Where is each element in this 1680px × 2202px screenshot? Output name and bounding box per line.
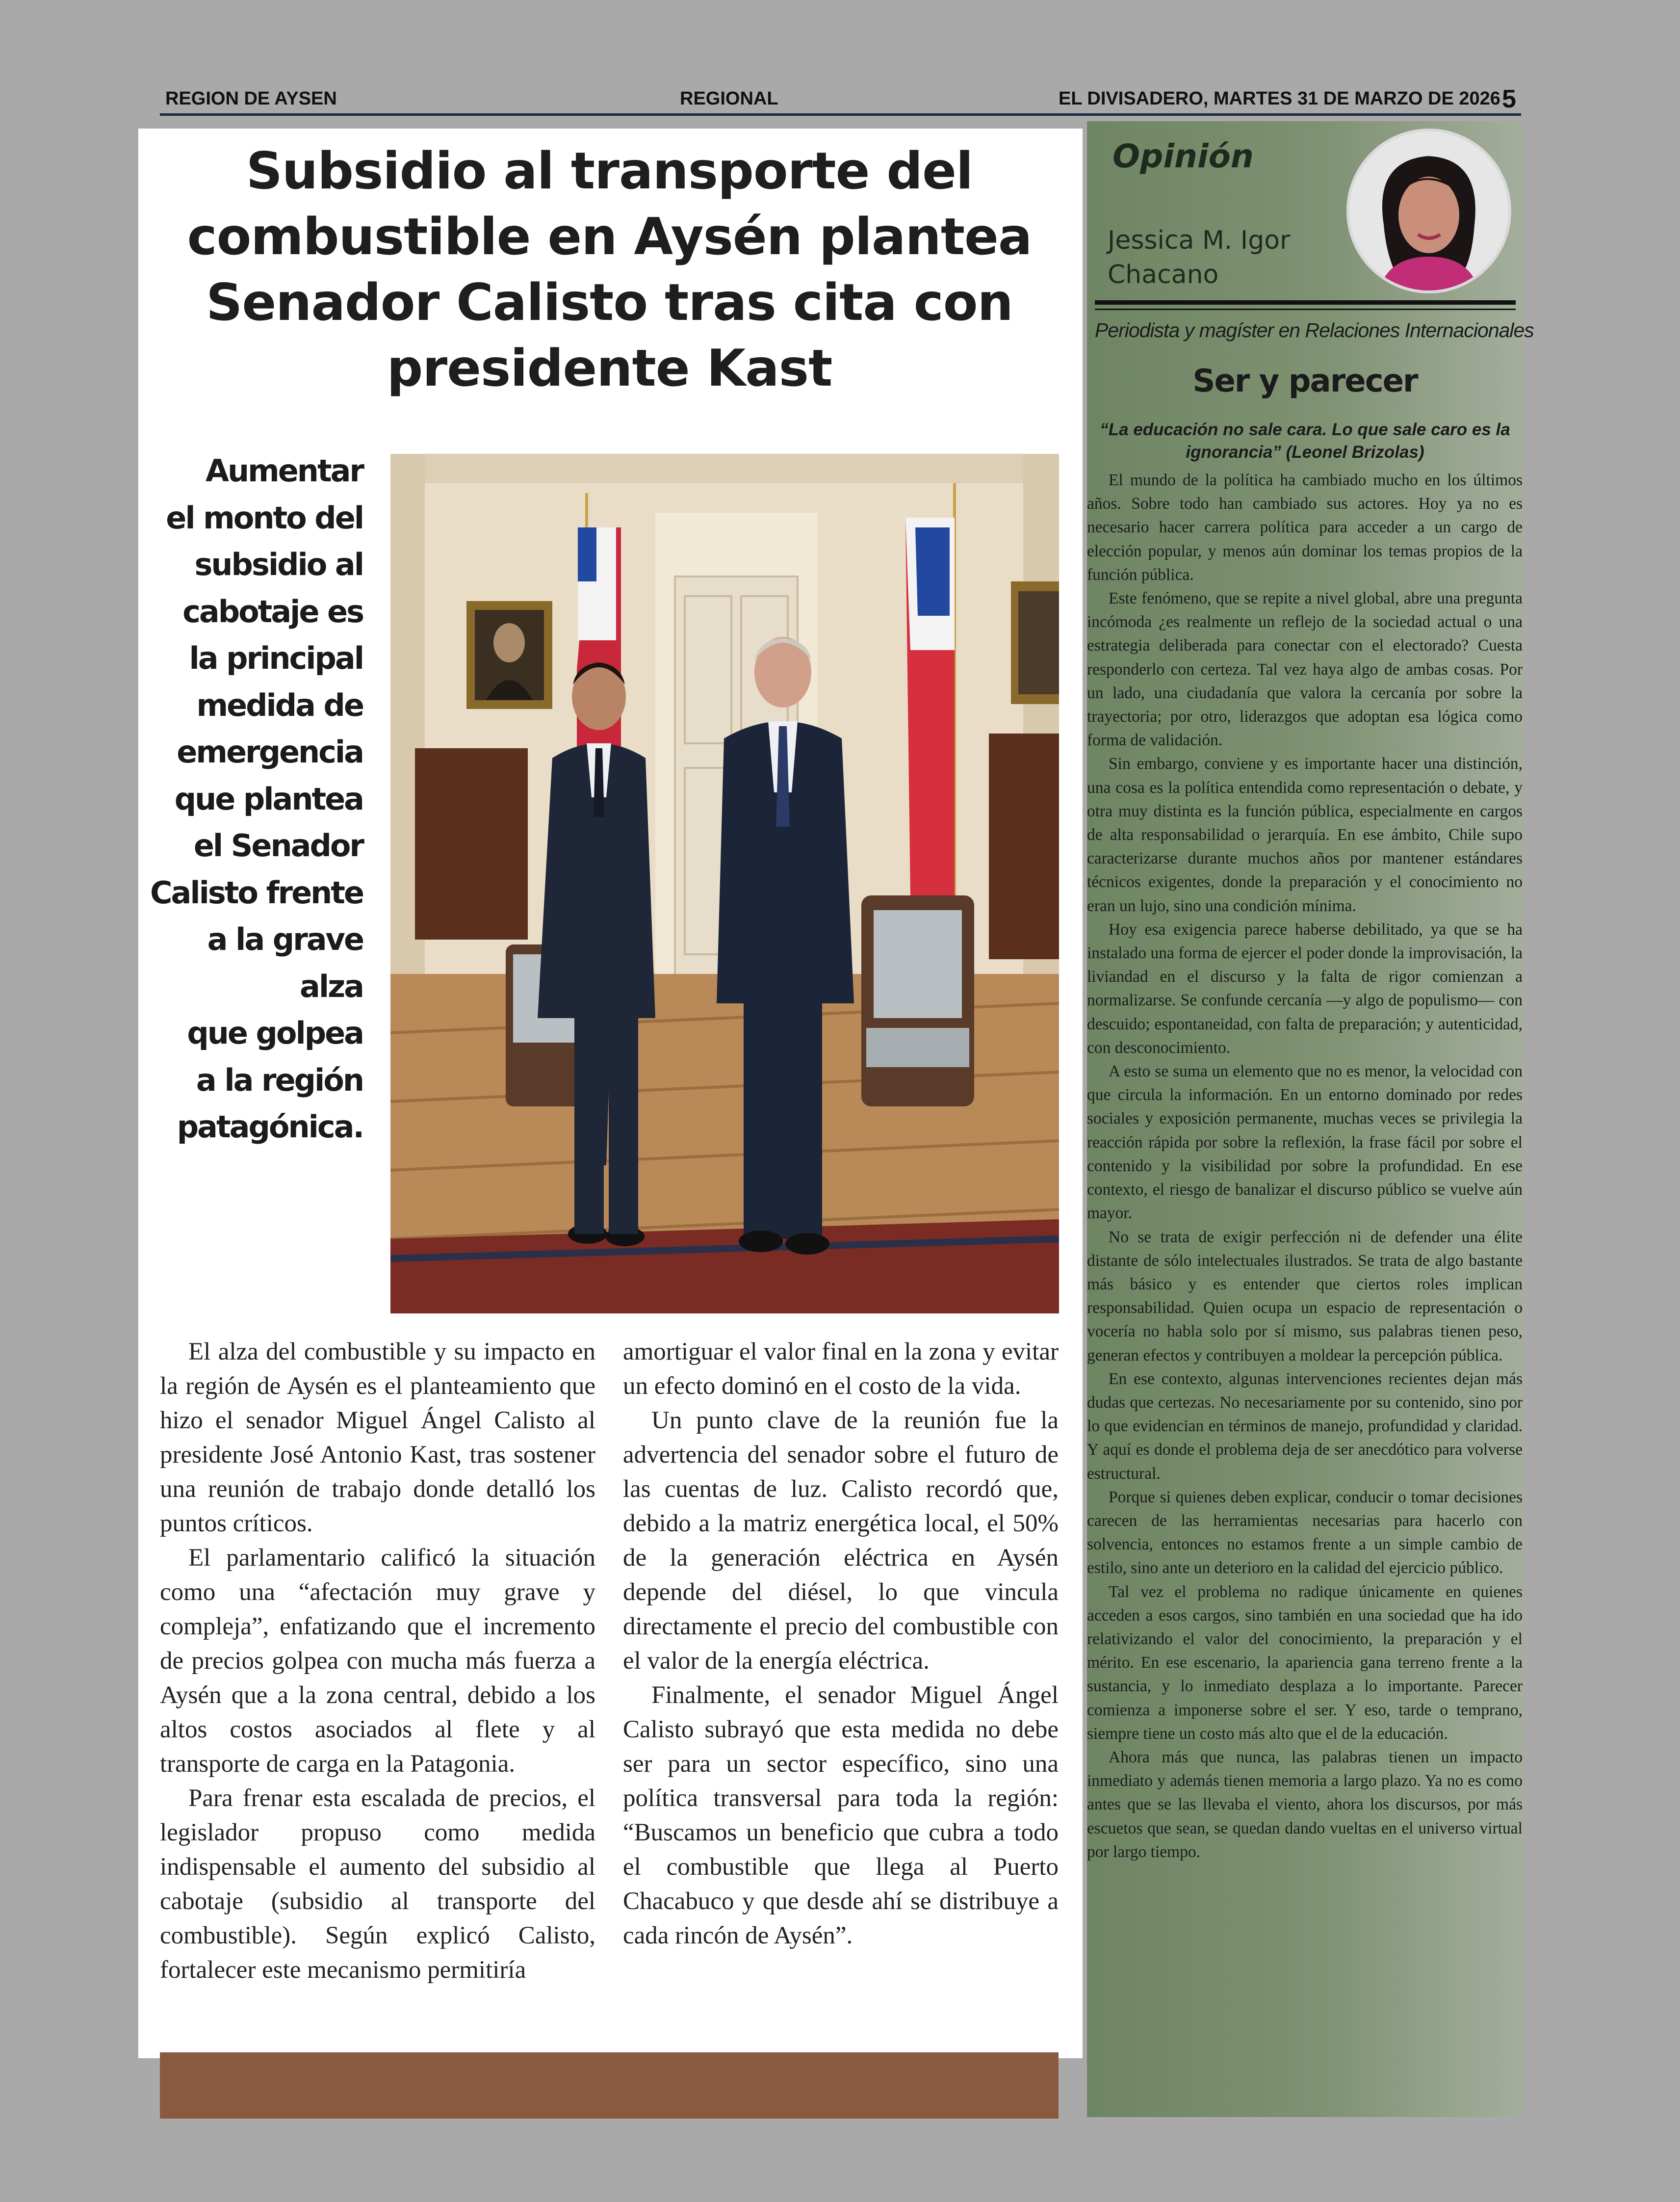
opinion-paragraph: Hoy esa exigencia parece haberse debilitado, ya que se ha instalado una forma de ejercer el poder donde la improvisación, la liviandad en el discurso y la falta de rigor comienzan a normalizarse. Se confunde cercanía —y algo de populismo— con descuido; espontaneidad, con falta de preparación; y autenticidad, con desconocimiento. xyxy=(1087,920,1523,1057)
opinion-body xyxy=(1087,469,1523,1864)
opinion-rule xyxy=(1095,309,1516,310)
deck-line: subsidio al xyxy=(194,547,363,582)
opinion-paragraph: No se trata de exigir perfección ni de defender una élite distante de sólo intelectuales ilustrados. Se trata de algo bastante más básico y es entender que ciertos roles implican responsabilidad. Quien ocupa un espacio de representación o vocería no habla solo por sí mismo, sus palabras tienen peso, generan efectos y contribuyen a moldear la percepción pública. xyxy=(1087,1228,1523,1364)
article-headline xyxy=(177,138,1042,401)
opinion-epigraph: “La educación no sale cara. Lo que sale caro es la ignorancia” (Leonel Brizolas) xyxy=(1100,420,1510,462)
opinion-author xyxy=(1108,223,1290,292)
deck-line: que golpea xyxy=(187,1015,363,1051)
page-number: 5 xyxy=(1502,85,1516,113)
deck-line: el monto del xyxy=(166,499,363,536)
article-column-1 xyxy=(160,1335,595,1987)
deck-line: el Senador xyxy=(193,828,363,864)
header-dateline: EL DIVISADERO, MARTES 31 DE MARZO DE 2026 xyxy=(1059,88,1500,109)
deck-line: medida de xyxy=(196,687,363,723)
header-section: REGIONAL xyxy=(680,88,778,109)
deck-line: emergencia xyxy=(177,734,363,770)
headline-line: combustible en Aysén plantea xyxy=(187,208,1032,266)
deck-line: que plantea xyxy=(174,781,363,817)
opinion-paragraph: Sin embargo, conviene y es importante hacer una distinción, una cosa es la política entendida como representación o debate, y otra muy distinta es la función pública, especialmente en cargos de alta responsabilidad o jerarquía. En ese ámbito, Chile supo caracterizarse durante muchos años por mantener estándares técnicos exigentes, donde la preparación y el conocimiento no eran un lujo, sino una condición mínima. xyxy=(1087,755,1523,915)
header-rule xyxy=(160,113,1521,116)
deck-line: la principal xyxy=(189,640,363,676)
deck-line: Calisto frente xyxy=(150,874,363,911)
opinion-paragraph: Este fenómeno, que se repite a nivel global, abre una pregunta incómoda ¿es realmente un reflejo de la sociedad actual o una estrategia deliberada para conectar con el electorado? Cuesta responderlo con certeza. Tal vez haya algo de ambas cosas. Por un lado, una ciudadanía que valora la cercanía por sobre la trayectoria; por otro, liderazgos que adoptan esa lógica como forma de validación. xyxy=(1087,589,1523,750)
article-paragraph: El parlamentario calificó la situación como una “afectación muy grave y compleja”, enfatizando que el incremento de precios golpea con mucha más fuerza a Aysén que a la zona central, debido a los altos costos asociados al flete y al transporte de carga en la Patagonia. xyxy=(160,1544,595,1778)
headline-line: Subsidio al transporte del xyxy=(246,142,973,201)
article-paragraph: Para frenar esta escalada de precios, el legislador propuso como medida indispensable el aumento del subsidio al cabotaje (subsidio al transporte del combustible). Según explicó Calisto, fortalecer este mecanismo permitiría xyxy=(160,1784,595,1984)
opinion-paragraph: Ahora más que nunca, las palabras tienen un impacto inmediato y además tienen memoria a largo plazo. Ya no es como antes que se las llevaba el viento, ahora los discursos, por más escuetos que sean, se quedan dando vueltas en el universo virtual por largo tiempo. xyxy=(1087,1748,1523,1861)
headline-line: presidente Kast xyxy=(387,339,832,398)
opinion-paragraph: En ese contexto, algunas intervenciones recientes dejan más dudas que certezas. No necesariamente por su contenido, sino por lo que evidencian en términos de manejo, profundidad y claridad. Y aquí es donde el problema deja de ser anecdótico para volverse estructural. xyxy=(1087,1369,1523,1483)
deck-line: patagónica. xyxy=(177,1109,363,1145)
header-region: REGION DE AYSEN xyxy=(165,88,337,109)
opinion-title: Ser y parecer xyxy=(1192,363,1418,399)
article-column-2 xyxy=(623,1335,1059,1953)
article-paragraph: El alza del combustible y su impacto en la región de Aysén es el planteamiento que hizo el senador Miguel Ángel Calisto al presidente José Antonio Kast, tras sostener una reunión de trabajo donde detalló los puntos críticos. xyxy=(160,1338,595,1537)
deck-line: a la grave alza xyxy=(207,921,363,1004)
author-name-line: Jessica M. Igor xyxy=(1108,226,1291,255)
article-photo xyxy=(390,454,1059,1313)
deck-line: a la región xyxy=(196,1062,363,1098)
deck-line: cabotaje es xyxy=(182,593,363,629)
headline-line: Senador Calisto tras cita con xyxy=(206,273,1013,332)
article-deck xyxy=(147,447,363,1151)
article-paragraph: Finalmente, el senador Miguel Ángel Calisto subrayó que esta medida no debe ser para un sector específico, sino una política transversal para toda la región: “Buscamos un beneficio que cubra a todo el combustible que llega al Puerto Chacabuco y que desde ahí se distribuye a cada rincón de Aysén”. xyxy=(623,1681,1059,1949)
opinion-rule xyxy=(1095,300,1516,305)
deck-line: Aumentar xyxy=(206,453,363,489)
opinion-paragraph: A esto se suma un elemento que no es menor, la velocidad con que circula la información. En un entorno dominado por redes sociales y exposición permanente, muchas veces se privilegia la reacción rápida por sobre la reflexión, la frase fácil por sobre el contenido y la visibilidad por sobre la profundidad. En ese contexto, el riesgo de banalizar el discurso público se vuelve aún mayor. xyxy=(1087,1062,1523,1223)
opinion-paragraph: Porque si quienes deben explicar, conducir o tomar decisiones carecen de las herramientas necesarias para hacerlo con solvencia, entonces no estamos frente a un simple cambio de estilo, sino ante un deterioro en la calidad del ejercicio público. xyxy=(1087,1488,1523,1577)
author-role: Periodista y magíster en Relaciones Internacionales xyxy=(1095,319,1534,341)
article-paragraph: Un punto clave de la reunión fue la advertencia del senador sobre el futuro de las cuentas de luz. Calisto recordó que, debido a la matriz energética local, el 50% de la generación eléctrica en Aysén depende del diésel, lo que vincula directamente el precio del combustible con el valor de la energía eléctrica. xyxy=(623,1407,1059,1675)
footer-bar xyxy=(160,2052,1059,2119)
article-paragraph: amortiguar el valor final en la zona y evitar un efecto dominó en el costo de la vida. xyxy=(623,1338,1059,1400)
author-portrait xyxy=(1346,129,1511,293)
opinion-paragraph: El mundo de la política ha cambiado mucho en los últimos años. Sobre todo han cambiado sus actores. Hoy ya no es necesario hacer carrera política para acceder a un cargo de elección popular, y menos aún dominar los temas propios de la función pública. xyxy=(1087,471,1523,584)
author-name-line: Chacano xyxy=(1108,260,1219,289)
opinion-label: Opinión xyxy=(1112,137,1254,175)
opinion-paragraph: Tal vez el problema no radique únicamente en quienes acceden a esos cargos, sino también en una sociedad que ha ido relativizando el valor del conocimiento, la preparación y el mérito. En ese escenario, la apariencia gana terreno frente a la sustancia, y lo inmediato desplaza a lo importante. Parecer comienza a imponerse sobre el ser. Y eso, tarde o temprano, siempre tiene un costo más alto que el de la educación. xyxy=(1087,1582,1523,1743)
